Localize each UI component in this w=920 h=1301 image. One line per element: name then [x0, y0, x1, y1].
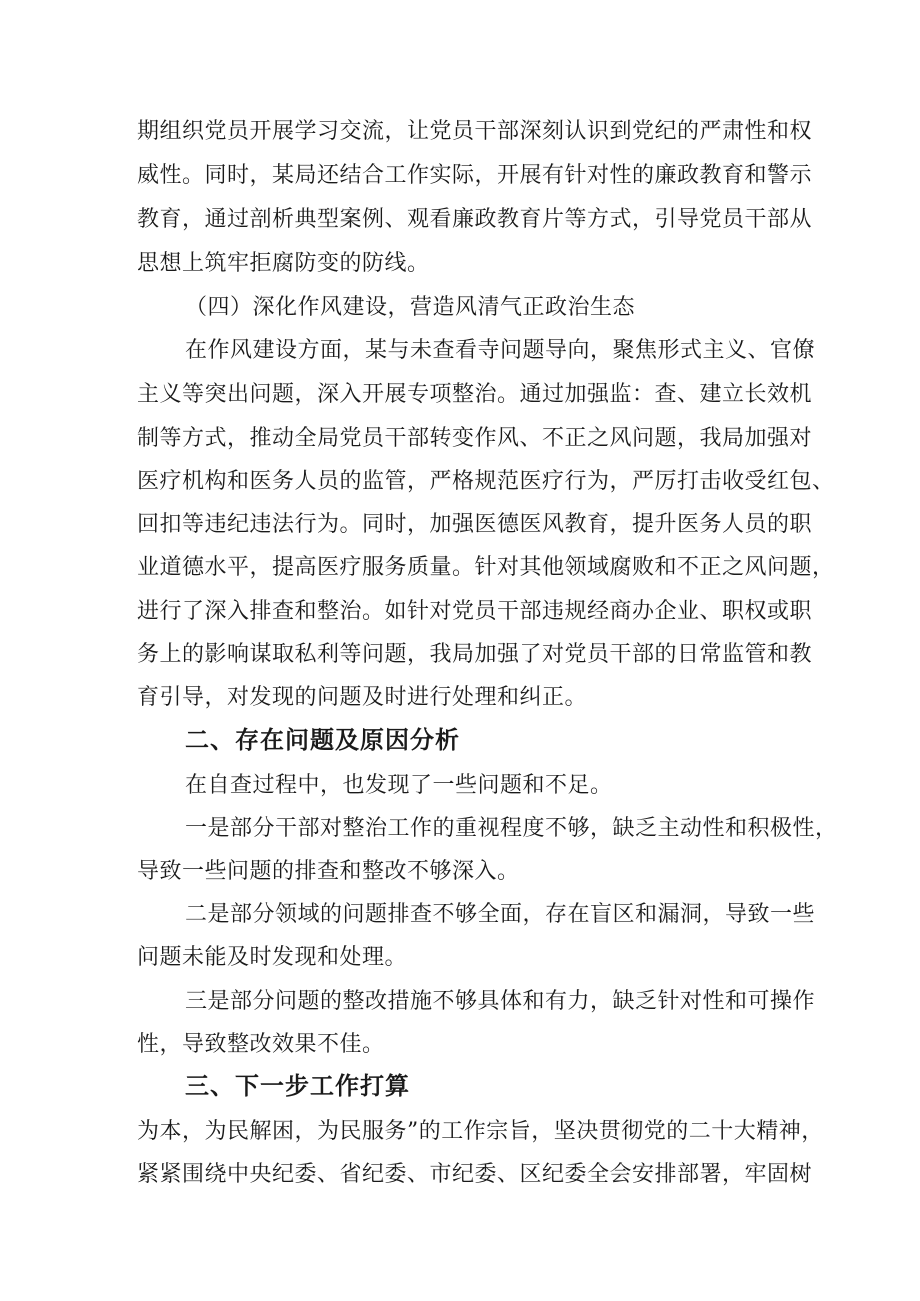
section-heading: 三、下一步工作打算: [185, 1072, 410, 1100]
section-heading: 二、存在问题及原因分析: [185, 726, 460, 754]
paragraph-line: 务上的影响谋取私利等问题，我局加强了对党员干部的日常监管和教: [137, 642, 813, 667]
subsection-title: （四）深化作风建设，营造风清气正政治生态: [185, 295, 636, 320]
paragraph-line: 思想上筑牢拒腐防变的防线。: [137, 251, 430, 276]
paragraph-line: 二是部分领域的问题排查不够全面，存在盲区和漏洞，导致一些: [185, 902, 816, 927]
paragraph-line: 威性。同时，某局还结合工作实际，开展有针对性的廉政教育和警示: [137, 163, 813, 188]
paragraph-line: 育引导，对发现的问题及时进行处理和纠正。: [137, 685, 588, 710]
paragraph-line: 回扣等违纪违法行为。同时，加强医德医风教育，提升医务人员的职: [137, 512, 813, 537]
paragraph-line: 在自查过程中，也发现了一些问题和不足。: [185, 773, 613, 798]
paragraph-line: 在作风建设方面，某与未查看寺问题导向，聚焦形式主义、官僚: [185, 338, 816, 363]
paragraph-line: 主义等突出问题，深入开展专项整治。通过加强监：查、建立长效机: [137, 382, 813, 407]
paragraph-line: 性，导致整改效果不佳。: [137, 1032, 385, 1057]
paragraph-line: 问题未能及时发现和处理。: [137, 945, 408, 970]
paragraph-line: 进行了深入排查和整治。如针对党员干部违规经商办企业、职权或职: [137, 599, 813, 624]
paragraph-line: 业道德水平，提高医疗服务质量。针对其他领域腐败和不正之风问题，: [137, 555, 835, 580]
paragraph-line: 为本，为民解困，为民服务”的工作宗旨，坚决贯彻党的二十大精神，: [137, 1119, 824, 1144]
paragraph-line: 三是部分问题的整改措施不够具体和有力，缺乏针对性和可操作: [185, 989, 816, 1014]
paragraph-line: 教育，通过剖析典型案例、观看廉政教育片等方式，引导党员干部从: [137, 207, 813, 232]
paragraph-line: 期组织党员开展学习交流，让党员干部深刻认识到党纪的严肃性和权: [137, 119, 813, 144]
paragraph-line: 紧紧围绕中央纪委、省纪委、市纪委、区纪委全会安排部署，牢固树: [137, 1162, 813, 1187]
paragraph-line: 制等方式，推动全局党员干部转变作风、不正之风问题，我局加强对: [137, 426, 813, 451]
paragraph-line: 一是部分干部对整治工作的重视程度不够，缺乏主动性和积极性，: [185, 816, 838, 841]
paragraph-line: 医疗机构和医务人员的监管，严格规范医疗行为，严厉打击收受红包、: [137, 469, 835, 494]
paragraph-line: 导致一些问题的排查和整改不够深入。: [137, 859, 520, 884]
